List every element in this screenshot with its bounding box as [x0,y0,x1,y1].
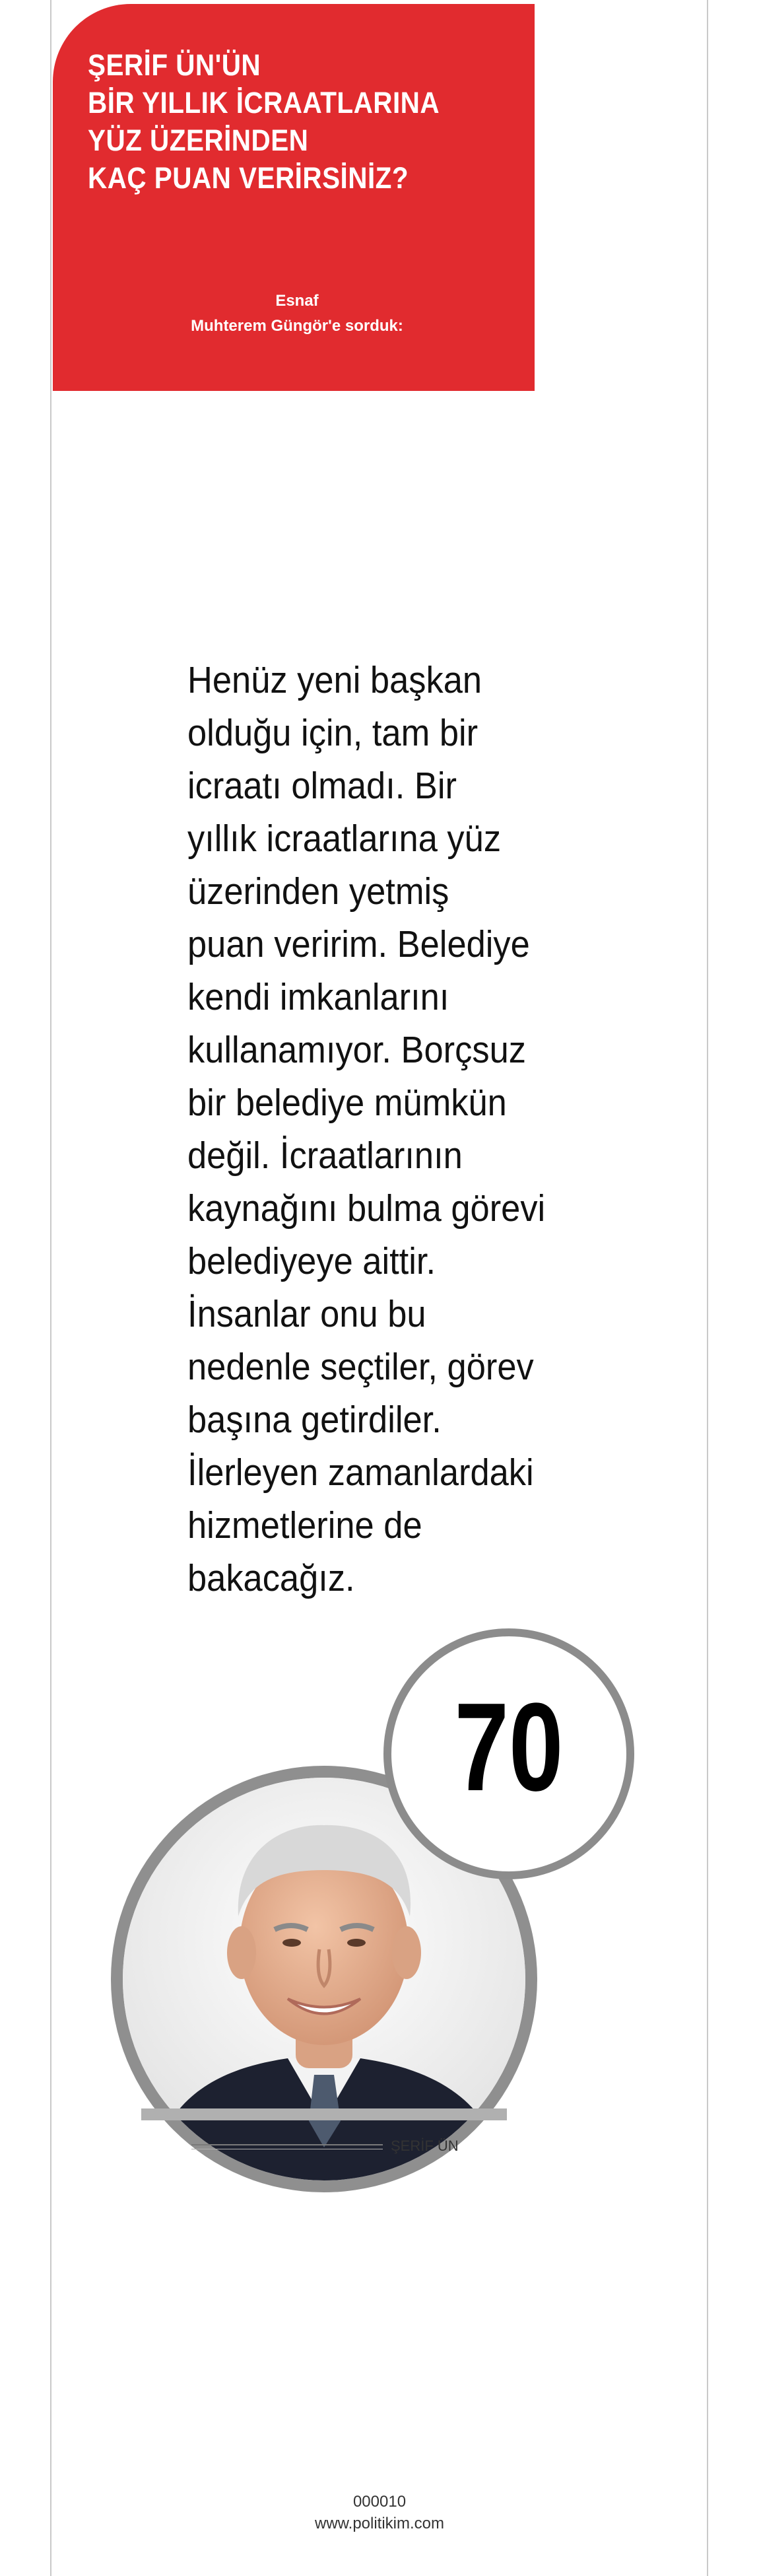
photo-caption: ŞERİF ÜN [391,2138,459,2154]
answer-line: başına getirdiler. [187,1399,442,1441]
headline-line: ŞERİF ÜN'ÜN [88,48,261,82]
headline-line: KAÇ PUAN VERİRSİNİZ? [88,161,409,195]
answer-line: İnsanlar onu bu [187,1293,426,1335]
answer-line: değil. İcraatlarının [187,1134,463,1177]
byline [139,289,455,339]
answer-line: İlerleyen zamanlardaki [187,1451,534,1494]
answer-line: kendi imkanlarını [187,976,449,1018]
answer-line: nedenle seçtiler, görev [187,1346,534,1388]
answer-line: bir belediye mümkün [187,1082,507,1124]
answer-line: olduğu için, tam bir [187,712,478,754]
answer-line: puan veririm. Belediye [187,923,530,965]
answer-text [187,654,564,1605]
headline-question [88,46,456,197]
answer-line: belediyeye aittir. [187,1240,436,1282]
answer-line: yıllık icraatlarına yüz [187,818,502,860]
score-value: 70 [454,1677,564,1817]
caption-rule [191,2144,383,2145]
headline-line: YÜZ ÜZERİNDEN [88,123,309,157]
answer-line: hizmetlerine de [187,1504,422,1547]
answer-line: kaynağını bulma görevi [187,1187,546,1230]
footer-code: 000010 [352,2493,407,2511]
left-border-rule [50,0,51,2576]
answer-line: üzerinden yetmiş [187,870,449,913]
right-border-rule [707,0,708,2576]
answer-line: icraatı olmadı. Bir [187,765,457,807]
portrait-base-band [141,2108,507,2120]
byline-person: Muhterem Güngör'e sorduk: [191,317,403,335]
byline-role: Esnaf [275,292,319,310]
footer-site-link[interactable]: www.politikim.com [314,2515,445,2532]
headline-line: BİR YILLIK İCRAATLARINA [88,86,440,120]
footer [248,2491,512,2534]
answer-line: kullanamıyor. Borçsuz [187,1029,526,1071]
answer-line: Henüz yeni başkan [187,659,482,701]
answer-line: bakacağız. [187,1557,355,1599]
